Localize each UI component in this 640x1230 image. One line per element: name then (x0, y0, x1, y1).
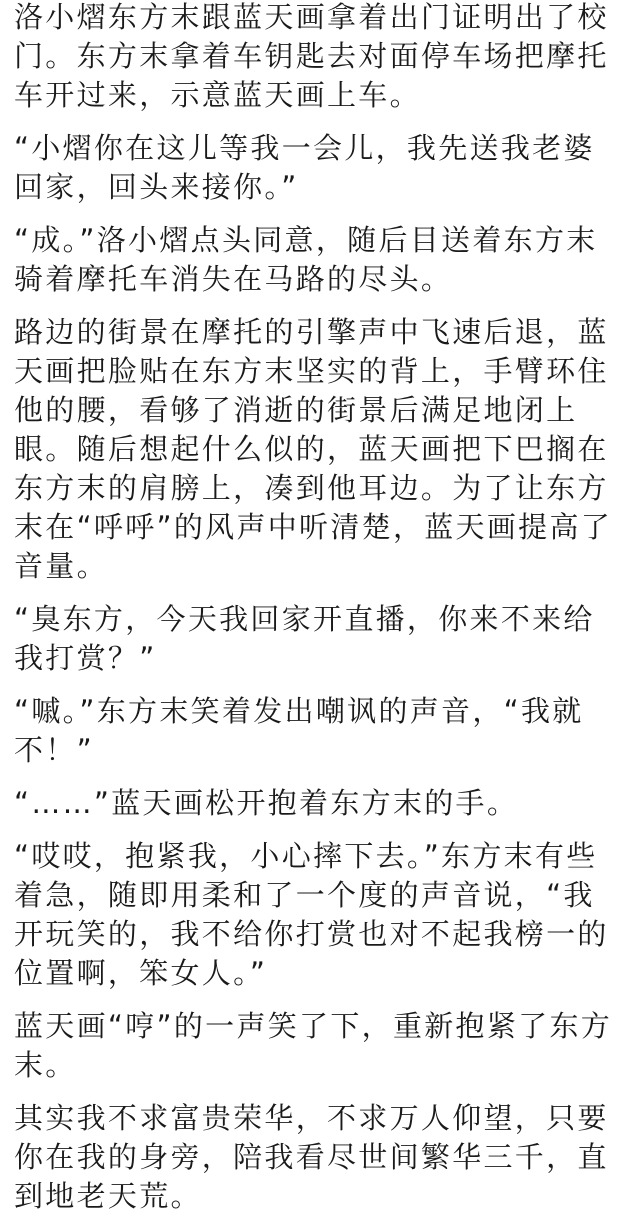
story-text (14, 0, 626, 1230)
paragraph: “臭东方，今天我回家开直播，你来不来给我打赏？” (14, 602, 595, 675)
paragraph: “哎哎，抱紧我，小心摔下去。”东方末有些着急，随即用柔和了一个度的声音说，“我开玩笑的，我不给你打赏也对不起我榜一的位置啊，笨女人。” (14, 839, 609, 990)
paragraph: 蓝天画“哼”的一声笑了下，重新抱紧了东方末。 (14, 1009, 613, 1082)
paragraph: “嘁。”东方末笑着发出嘲讽的声音，“我就不！” (14, 694, 584, 767)
paragraph: “小熠你在这儿等我一会儿，我先送我老婆回家，回头来接你。” (14, 131, 595, 204)
paragraph: “……”蓝天画松开抱着东方末的手。 (14, 786, 519, 820)
paragraph: 其实我不求富贵荣华，不求万人仰望，只要你在我的身旁，陪我看尽世间繁华三千，直到地老天荒。 (14, 1101, 609, 1213)
paragraph: 洛小熠东方末跟蓝天画拿着出门证明出了校门。东方末拿着车钥匙去对面停车场把摩托车开过来，示意蓝天画上车。 (14, 0, 609, 112)
paragraph: “成。”洛小熠点头同意，随后目送着东方末骑着摩托车消失在马路的尽头。 (14, 223, 598, 296)
paragraph: 路边的街景在摩托的引擎声中飞速后退，蓝天画把脸贴在东方末坚实的背上，手臂环住他的腰，看够了消逝的街景后满足地闭上眼。随后想起什么似的，蓝天画把下巴搁在东方末的肩膀上，凑到他耳边。为了让东方末在“呼呼”的风声中听清楚，蓝天画提高了音量。 (14, 315, 613, 583)
